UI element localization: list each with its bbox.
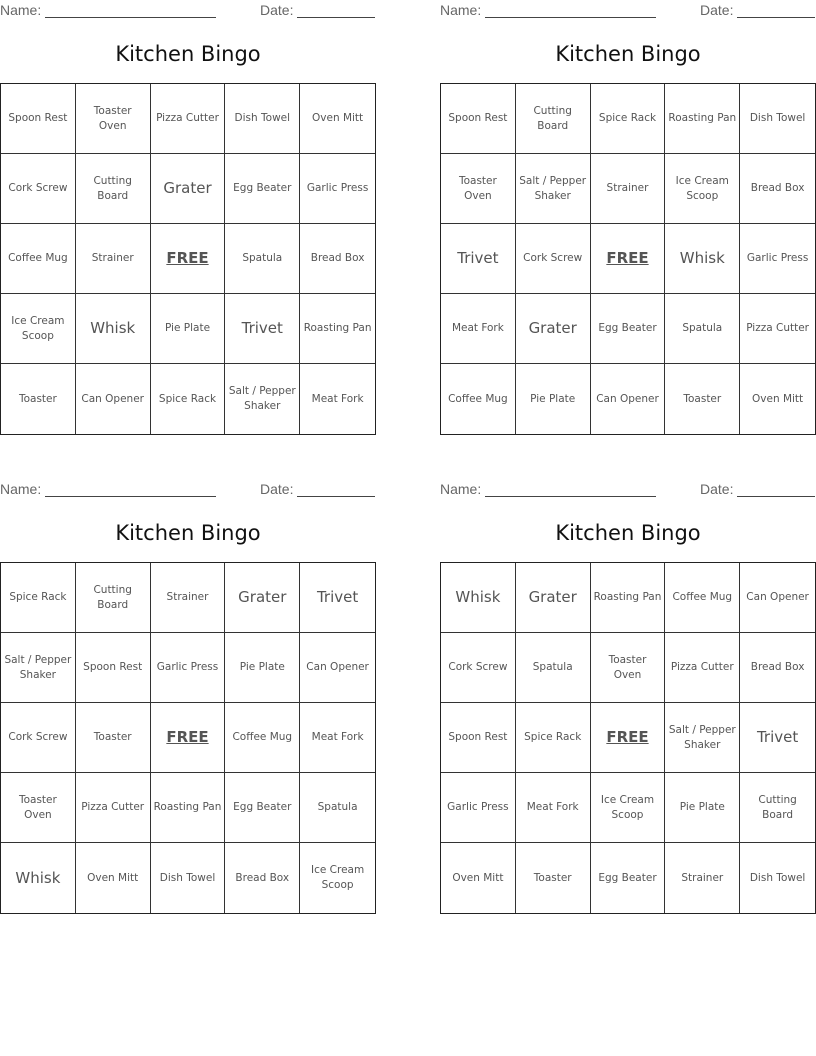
bingo-grid	[0, 562, 376, 914]
bingo-cell[interactable]: Roasting Pan	[591, 563, 666, 633]
bingo-cell[interactable]: Roasting Pan	[300, 294, 375, 364]
free-space[interactable]: FREE	[151, 703, 226, 773]
bingo-cell[interactable]: Bread Box	[300, 224, 375, 294]
bingo-cell[interactable]: Strainer	[665, 843, 740, 913]
bingo-cell[interactable]: Garlic Press	[300, 154, 375, 224]
bingo-cell[interactable]: Dish Towel	[151, 843, 226, 913]
bingo-cell[interactable]: Grater	[516, 563, 591, 633]
bingo-cell[interactable]: Strainer	[76, 224, 151, 294]
bingo-cell[interactable]: Ice Cream Scoop	[310, 864, 365, 891]
bingo-cell[interactable]: Strainer	[151, 563, 226, 633]
name-date-line	[0, 480, 376, 500]
name-blank[interactable]	[485, 17, 656, 18]
date-blank[interactable]	[297, 17, 375, 18]
bingo-cell[interactable]: Cutting Board	[76, 154, 151, 224]
bingo-cell[interactable]: Egg Beater	[591, 294, 666, 364]
bingo-cell[interactable]: Toaster Oven	[591, 633, 666, 703]
date-label: Date:	[700, 2, 734, 18]
bingo-cell[interactable]: Salt / Pepper Shaker	[665, 703, 740, 773]
bingo-cell[interactable]: Coffee Mug	[441, 364, 516, 434]
bingo-card	[440, 0, 816, 440]
name-date-line	[440, 480, 816, 500]
bingo-cell[interactable]: Coffee Mug	[225, 703, 300, 773]
bingo-cell[interactable]: Grater	[225, 563, 300, 633]
bingo-cell[interactable]: Trivet	[740, 703, 815, 773]
free-space[interactable]: FREE	[151, 224, 226, 294]
bingo-grid	[0, 83, 376, 435]
bingo-cell[interactable]: Pie Plate	[225, 633, 300, 703]
bingo-cell[interactable]: Roasting Pan	[151, 773, 226, 843]
bingo-cell[interactable]: Spatula	[516, 633, 591, 703]
bingo-cell[interactable]: Toaster Oven	[441, 154, 516, 224]
name-blank[interactable]	[485, 496, 656, 497]
bingo-cell[interactable]: Can Opener	[76, 364, 151, 434]
bingo-cell[interactable]: Salt / Pepper Shaker	[516, 154, 591, 224]
bingo-cell[interactable]: Whisk	[441, 563, 516, 633]
card-title: Kitchen Bingo	[555, 42, 701, 66]
bingo-cell[interactable]: Cork Screw	[441, 633, 516, 703]
name-blank[interactable]	[45, 17, 216, 18]
name-label: Name:	[0, 481, 42, 497]
card-title: Kitchen Bingo	[115, 521, 261, 545]
bingo-cell[interactable]: Can Opener	[300, 633, 375, 703]
bingo-cell[interactable]: Trivet	[225, 294, 300, 364]
date-label: Date:	[260, 481, 294, 497]
bingo-cell[interactable]: Spice Rack	[591, 84, 666, 154]
bingo-cell[interactable]: Cork Screw	[1, 703, 76, 773]
bingo-cell[interactable]: Strainer	[591, 154, 666, 224]
bingo-cell[interactable]: Ice Cream Scoop	[1, 294, 76, 364]
name-label: Name:	[0, 2, 42, 18]
bingo-cell[interactable]: Garlic Press	[740, 224, 815, 294]
bingo-cell[interactable]: Toaster	[665, 364, 740, 434]
free-space[interactable]: FREE	[591, 703, 666, 773]
date-blank[interactable]	[737, 17, 815, 18]
bingo-cell[interactable]: Cork Screw	[516, 224, 591, 294]
bingo-cell[interactable]: Grater	[151, 154, 226, 224]
bingo-cell[interactable]: Pie Plate	[516, 364, 591, 434]
bingo-cell[interactable]: Dish Towel	[225, 84, 300, 154]
bingo-cell[interactable]: Spice Rack	[516, 703, 591, 773]
bingo-cell[interactable]: Can Opener	[591, 364, 666, 434]
bingo-cell[interactable]: Toaster	[516, 843, 591, 913]
bingo-cell[interactable]: Ice Cream Scoop	[665, 154, 740, 224]
bingo-cell[interactable]: Spatula	[225, 224, 300, 294]
bingo-cell[interactable]: Oven Mitt	[752, 392, 804, 405]
bingo-cell[interactable]: Toaster Oven	[1, 773, 76, 843]
bingo-cell[interactable]: Meat Fork	[516, 773, 591, 843]
card-title: Kitchen Bingo	[115, 42, 261, 66]
bingo-cell[interactable]: Grater	[516, 294, 591, 364]
bingo-cell[interactable]: Spoon Rest	[1, 84, 76, 154]
bingo-cell[interactable]: Trivet	[441, 224, 516, 294]
date-blank[interactable]	[737, 496, 815, 497]
bingo-cell[interactable]: Trivet	[300, 563, 375, 633]
bingo-cell[interactable]: Whisk	[665, 224, 740, 294]
bingo-grid	[440, 562, 816, 914]
bingo-cell[interactable]: Meat Fork	[300, 703, 375, 773]
name-date-line	[0, 1, 376, 21]
bingo-cell[interactable]: Dish Towel	[740, 84, 815, 154]
bingo-cell[interactable]: Egg Beater	[591, 843, 666, 913]
bingo-cell[interactable]: Dish Towel	[749, 871, 806, 884]
bingo-cell[interactable]: Spatula	[665, 294, 740, 364]
bingo-cell[interactable]: Garlic Press	[441, 773, 516, 843]
date-label: Date:	[700, 481, 734, 497]
bingo-card	[0, 0, 376, 440]
name-label: Name:	[440, 2, 482, 18]
bingo-cell[interactable]: Cutting Board	[76, 563, 151, 633]
bingo-cell[interactable]: Toaster	[1, 364, 76, 434]
bingo-cell[interactable]: Bread Box	[740, 154, 815, 224]
bingo-cell[interactable]: Bread Box	[225, 843, 300, 913]
bingo-cell[interactable]: Cork Screw	[1, 154, 76, 224]
bingo-cell[interactable]: Salt / Pepper Shaker	[1, 633, 76, 703]
bingo-cell[interactable]: Oven Mitt	[300, 84, 375, 154]
bingo-cell[interactable]: Spatula	[300, 773, 375, 843]
bingo-cell[interactable]: Meat Fork	[441, 294, 516, 364]
bingo-cell[interactable]: Spoon Rest	[441, 703, 516, 773]
bingo-cell[interactable]: Ice Cream Scoop	[591, 773, 666, 843]
bingo-cell[interactable]: Meat Fork	[311, 392, 364, 405]
bingo-cell[interactable]: Bread Box	[740, 633, 815, 703]
bingo-cell[interactable]: Cutting Board	[740, 773, 815, 843]
name-label: Name:	[440, 481, 482, 497]
bingo-cell[interactable]: Can Opener	[740, 563, 815, 633]
bingo-cell[interactable]: Garlic Press	[151, 633, 226, 703]
bingo-cell[interactable]: Spice Rack	[1, 563, 76, 633]
name-date-line	[440, 1, 816, 21]
bingo-cell[interactable]: Egg Beater	[225, 154, 300, 224]
bingo-cell[interactable]: Roasting Pan	[665, 84, 740, 154]
bingo-cell[interactable]: Toaster	[76, 703, 151, 773]
bingo-grid	[440, 83, 816, 435]
bingo-card	[0, 479, 376, 919]
bingo-cell[interactable]: Cutting Board	[516, 84, 591, 154]
bingo-cell[interactable]: Oven Mitt	[76, 843, 151, 913]
bingo-cell[interactable]: Pie Plate	[665, 773, 740, 843]
name-blank[interactable]	[45, 496, 216, 497]
bingo-cell[interactable]: Pizza Cutter	[740, 294, 815, 364]
bingo-card	[440, 479, 816, 919]
bingo-cell[interactable]: Spoon Rest	[76, 633, 151, 703]
date-label: Date:	[260, 2, 294, 18]
bingo-cell[interactable]: Spice Rack	[151, 364, 226, 434]
bingo-cell[interactable]: Salt / Pepper Shaker	[225, 364, 300, 434]
bingo-cell[interactable]: Pizza Cutter	[76, 773, 151, 843]
bingo-cell[interactable]: Oven Mitt	[441, 843, 516, 913]
bingo-cell[interactable]: Pizza Cutter	[151, 84, 226, 154]
bingo-cell[interactable]: Coffee Mug	[1, 224, 76, 294]
date-blank[interactable]	[297, 496, 375, 497]
bingo-cell[interactable]: Toaster Oven	[76, 84, 151, 154]
bingo-cell[interactable]: Egg Beater	[225, 773, 300, 843]
bingo-cell[interactable]: Pie Plate	[151, 294, 226, 364]
bingo-cell[interactable]: Pizza Cutter	[665, 633, 740, 703]
bingo-cell[interactable]: Whisk	[1, 843, 76, 913]
bingo-cell[interactable]: Whisk	[76, 294, 151, 364]
bingo-cell[interactable]: Spoon Rest	[441, 84, 516, 154]
bingo-cell[interactable]: Coffee Mug	[665, 563, 740, 633]
free-space[interactable]: FREE	[591, 224, 666, 294]
card-title: Kitchen Bingo	[555, 521, 701, 545]
